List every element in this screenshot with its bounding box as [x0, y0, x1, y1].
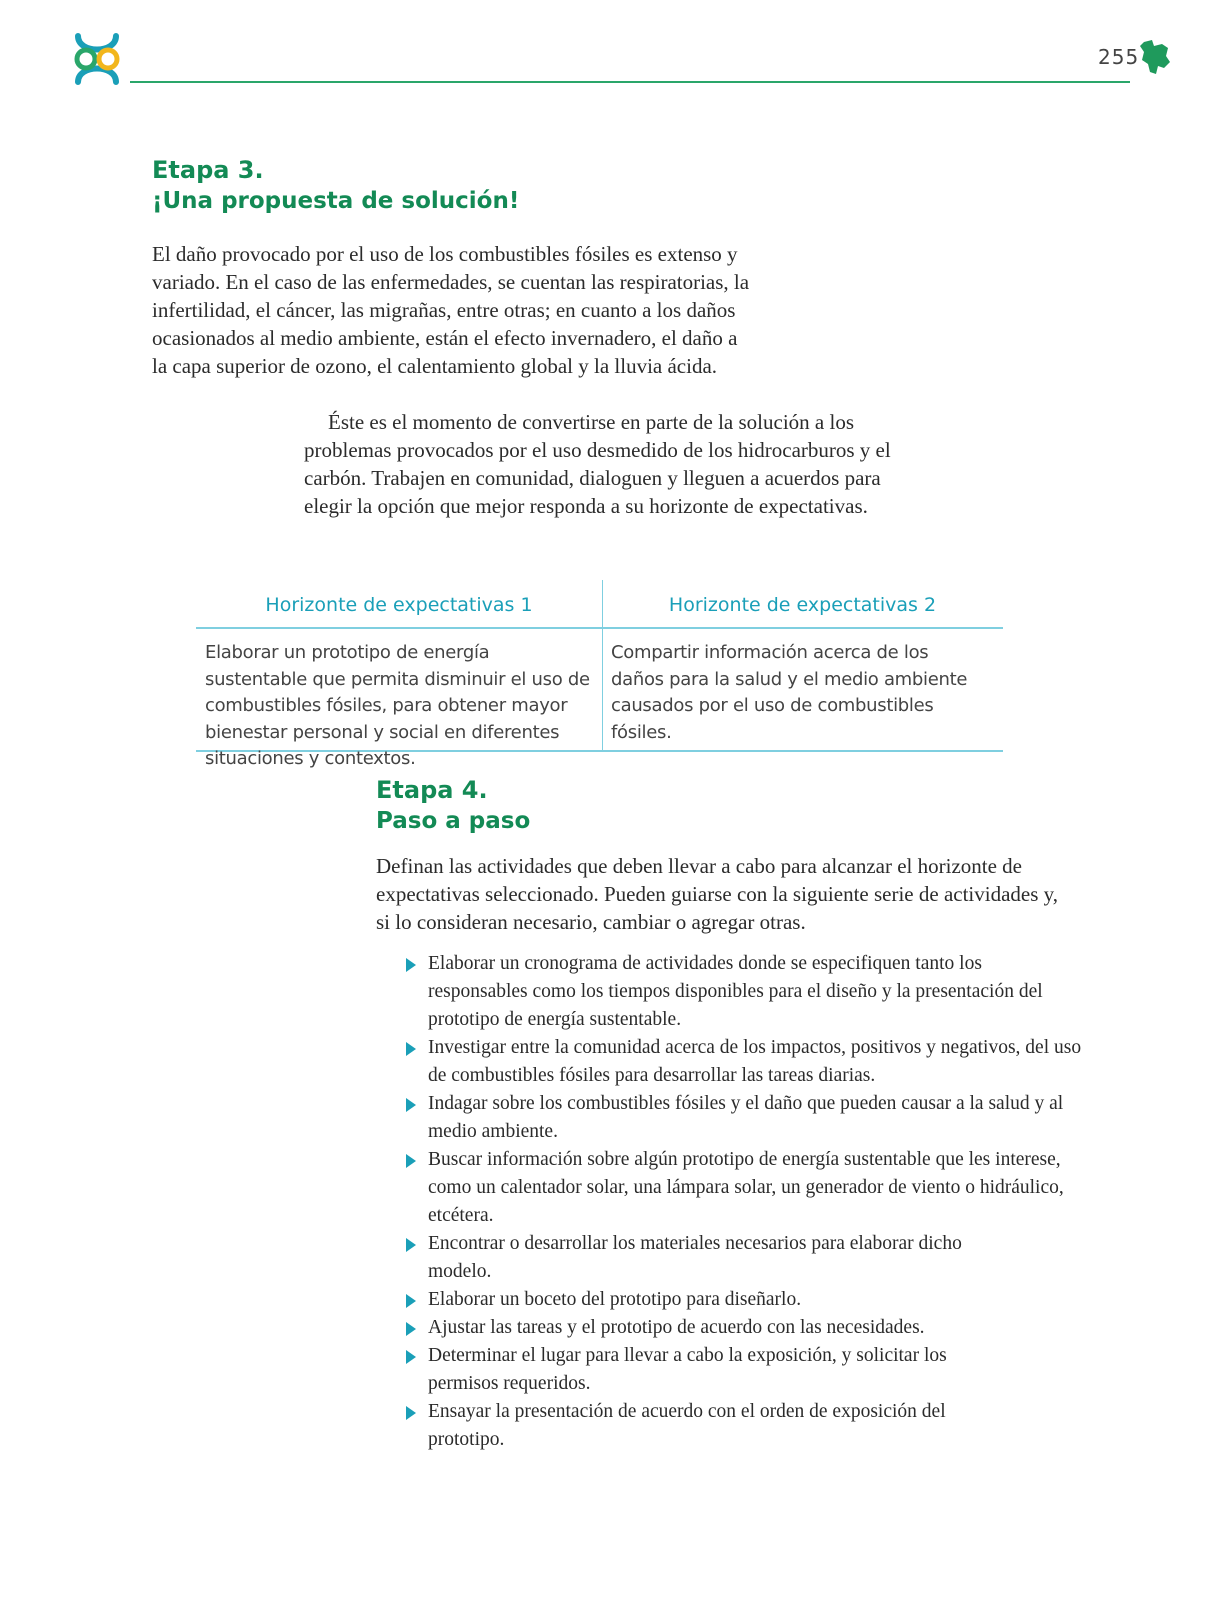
table-header-rule — [196, 627, 1003, 629]
step-text: Ajustar las tareas y el prototipo de acuerdo con las necesidades. — [428, 1317, 925, 1338]
triangle-bullet-icon — [406, 1154, 416, 1168]
stage3-paragraph-2-text: Éste es el momento de convertirse en parte de la solución a los problemas provocados por el uso desmedido de los hidrocarburos y el carbón. Trabajen en comunidad, dialoguen y lleguen a acuerdos para elegir la opción que mejor responda a su horizonte de expectativas. — [304, 410, 891, 518]
stage4-subtitle: Paso a paso — [376, 808, 531, 834]
triangle-bullet-icon — [406, 1098, 416, 1112]
expectations-table — [196, 580, 1003, 769]
triangle-bullet-icon — [406, 958, 416, 972]
triangle-bullet-icon — [406, 1238, 416, 1252]
list-item — [406, 1286, 1086, 1314]
list-item — [406, 1034, 1086, 1090]
table-cell-col2: Compartir información acerca de los daños para la salud y el medio ambiente causados por el uso de combustibles fósiles. — [611, 642, 968, 743]
stage3-paragraph-2 — [304, 408, 914, 520]
stage4-intro: Definan las actividades que deben llevar a cabo para alcanzar el horizonte de expectativas seleccionado. Pueden guiarse con la siguiente serie de actividades y, si lo consideran necesario, cambiar o agregar otras. — [376, 854, 1059, 934]
step-text: Encontrar o desarrollar los materiales necesarios para elaborar dicho modelo. — [428, 1233, 962, 1282]
activity-steps-list — [406, 950, 1086, 1454]
page-number: 255 — [1098, 45, 1140, 69]
step-text: Elaborar un boceto del prototipo para diseñarlo. — [428, 1289, 802, 1310]
list-item — [406, 1230, 1086, 1286]
header-rule — [130, 81, 1130, 83]
green-map-icon — [1138, 38, 1172, 76]
triangle-bullet-icon — [406, 1406, 416, 1420]
stage3-subtitle: ¡Una propuesta de solución! — [152, 188, 520, 214]
triangle-bullet-icon — [406, 1042, 416, 1056]
triangle-bullet-icon — [406, 1322, 416, 1336]
table-header-col1: Horizonte de expectativas 1 — [265, 594, 533, 616]
list-item — [406, 1146, 1086, 1230]
triangle-bullet-icon — [406, 1294, 416, 1308]
step-text: Investigar entre la comunidad acerca de los impactos, positivos y negativos, del uso de combustibles fósiles para desarrollar las tareas diarias. — [428, 1037, 1082, 1086]
list-item — [406, 1342, 1086, 1398]
list-item — [406, 950, 1086, 1034]
colored-rings-logo-icon — [70, 32, 124, 86]
list-item — [406, 1090, 1086, 1146]
triangle-bullet-icon — [406, 1350, 416, 1364]
step-text: Indagar sobre los combustibles fósiles y el daño que pueden causar a la salud y al medio ambiente. — [428, 1093, 1064, 1142]
stage3-paragraph-1: El daño provocado por el uso de los combustibles fósiles es extenso y variado. En el caso de las enfermedades, se cuentan las respiratorias, la infertilidad, el cáncer, las migrañas, entre otras; en cuanto a los daños ocasionados al medio ambiente, están el efecto invernadero, el daño a la capa superior de ozono, el calentamiento global y la lluvia ácida. — [152, 242, 750, 378]
step-text: Buscar información sobre algún prototipo de energía sustentable que les interese, como un calentador solar, una lámpara solar, un generador de viento o hidráulico, etcétera. — [428, 1149, 1064, 1226]
list-item — [406, 1314, 1086, 1342]
table-cell-col1: Elaborar un prototipo de energía sustentable que permita disminuir el uso de combustibles fósiles, para obtener mayor bienestar personal y social en diferentes situaciones y contextos. — [205, 642, 590, 769]
stage3-title: Etapa 3. — [152, 156, 264, 184]
stage4-title: Etapa 4. — [376, 776, 488, 804]
list-item — [406, 1398, 1086, 1454]
step-text: Determinar el lugar para llevar a cabo la exposición, y solicitar los permisos requeridos. — [428, 1345, 947, 1394]
step-text: Elaborar un cronograma de actividades donde se especifiquen tanto los responsables como los tiempos disponibles para el diseño y la presentación del prototipo de energía sustentable. — [428, 953, 1043, 1030]
table-header-col2: Horizonte de expectativas 2 — [668, 594, 937, 616]
step-text: Ensayar la presentación de acuerdo con el orden de exposición del prototipo. — [428, 1401, 946, 1450]
